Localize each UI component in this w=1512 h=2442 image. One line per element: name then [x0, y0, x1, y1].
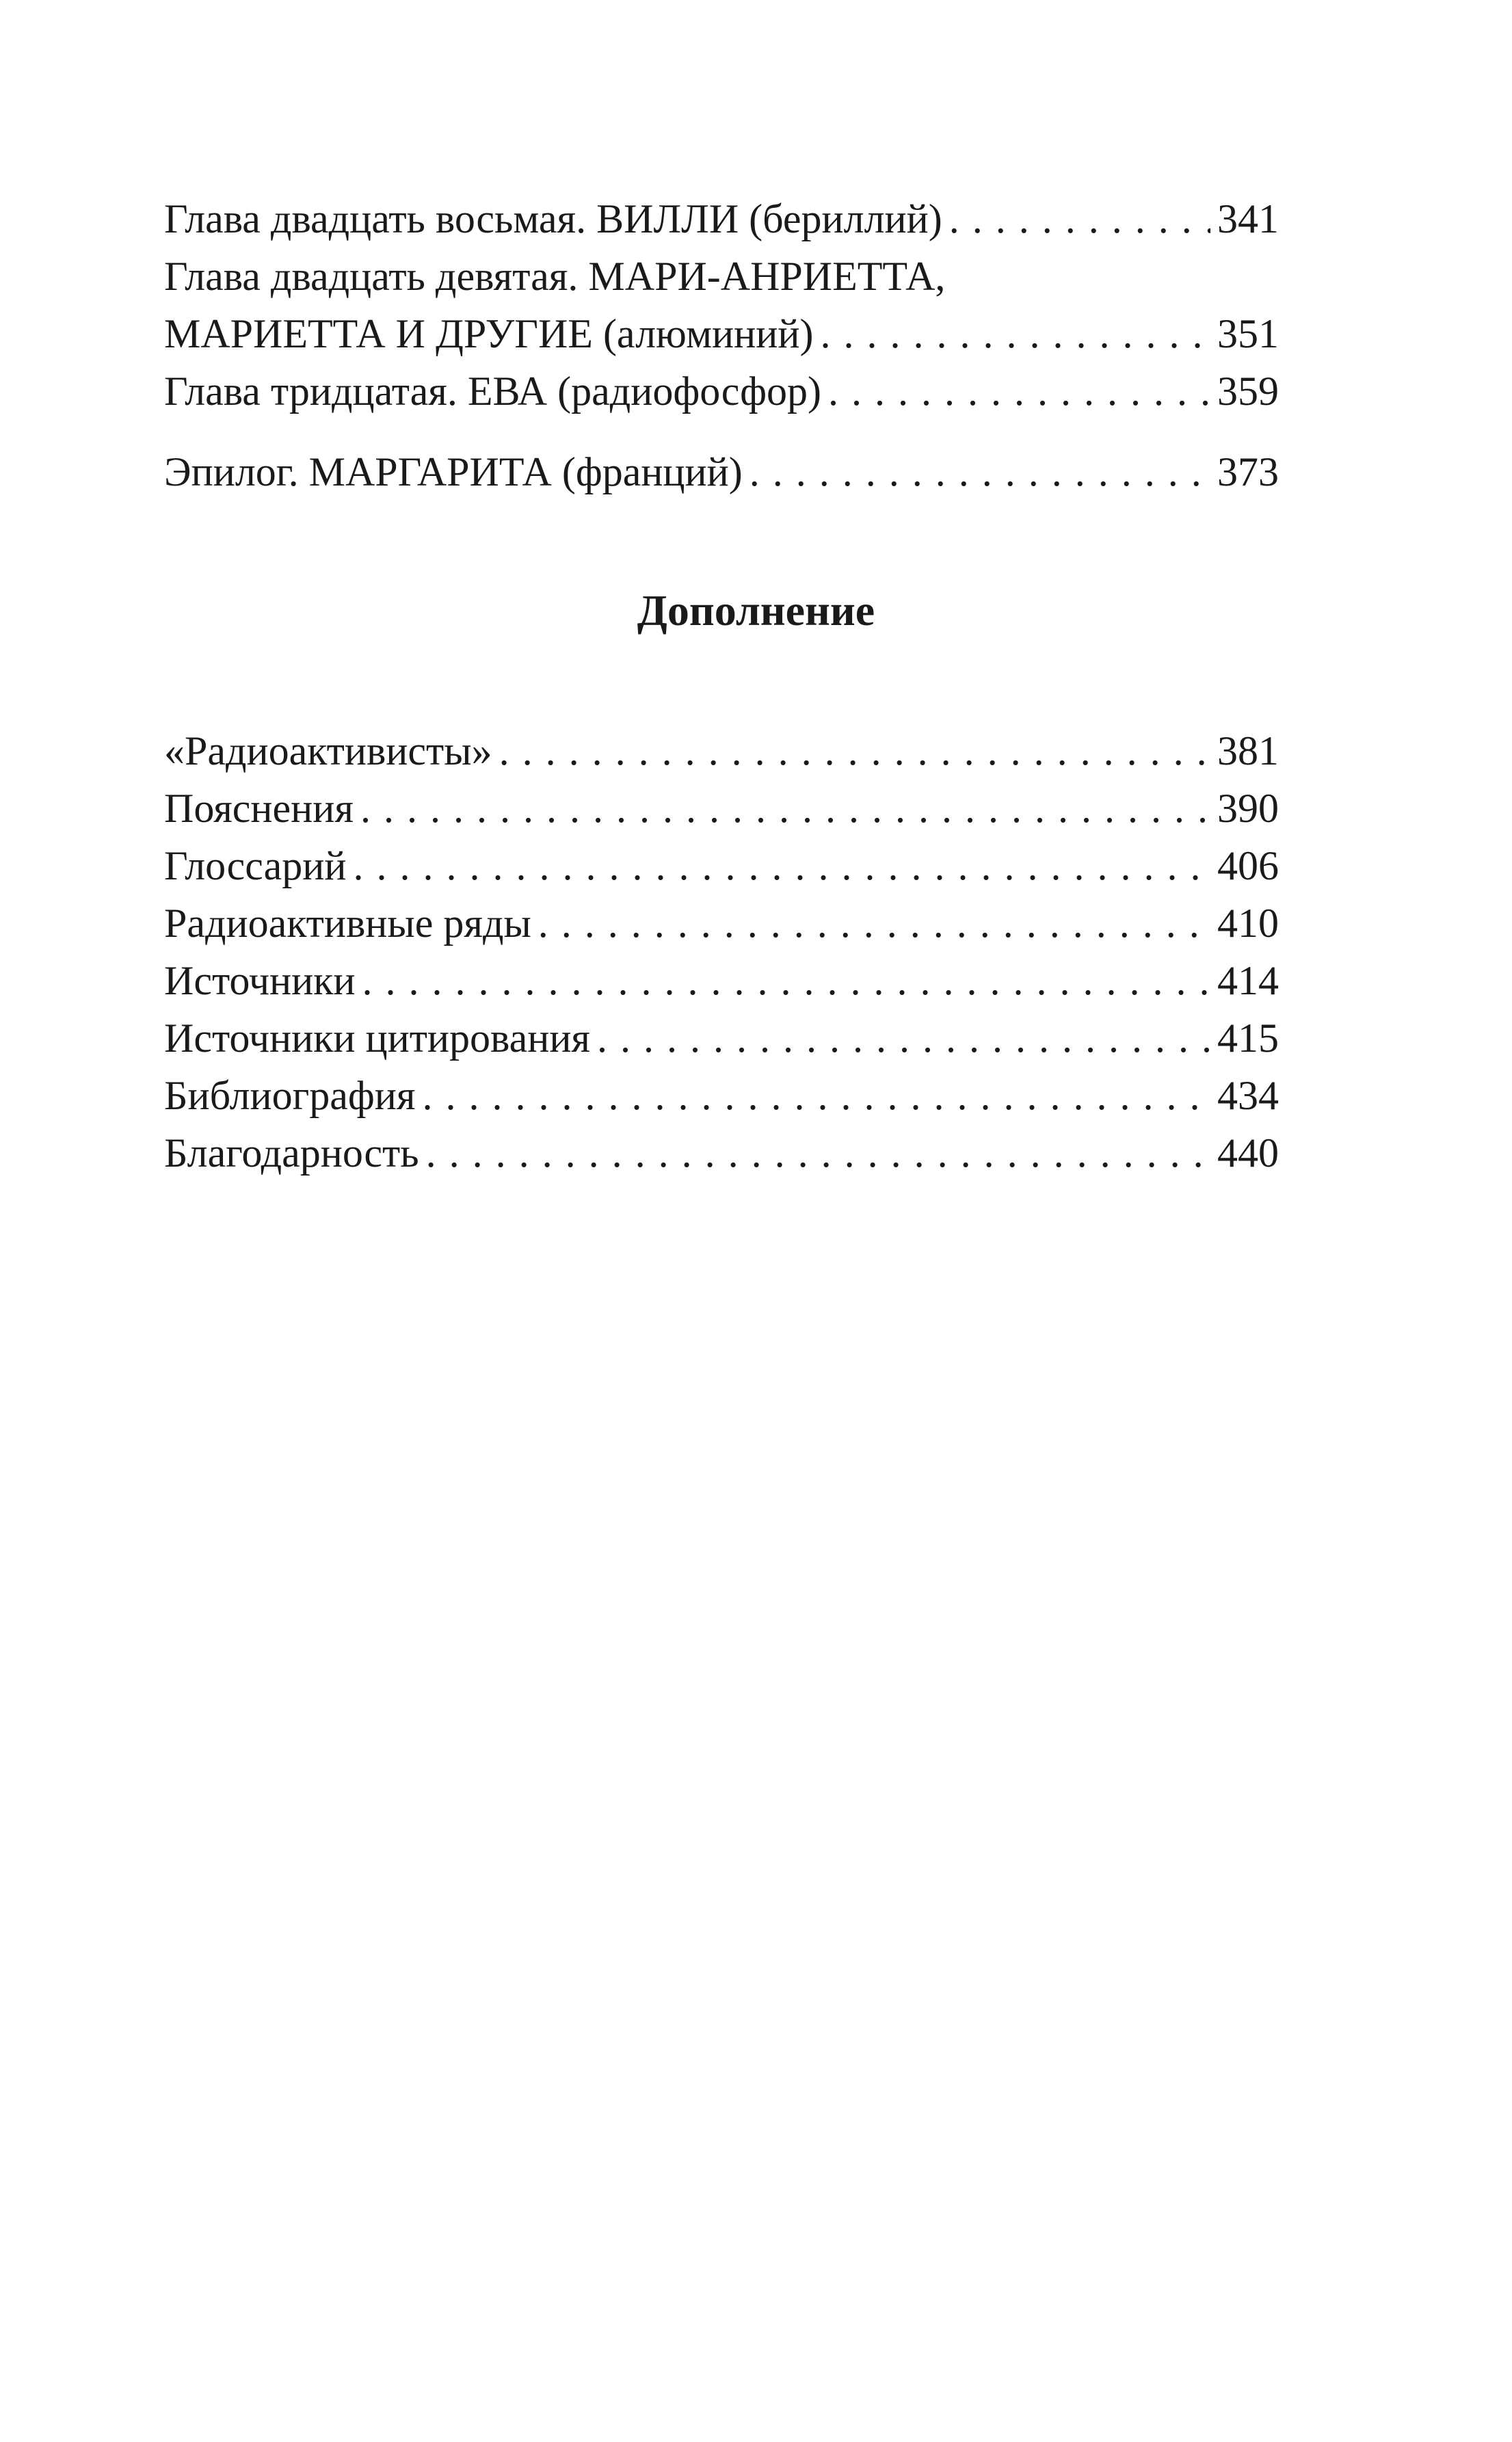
toc-entry-sources[interactable] — [164, 952, 1279, 1009]
appendix-heading: Дополнение — [637, 586, 875, 635]
dot-leader — [750, 443, 1210, 501]
toc-entry-label: МАРИЕТТА И ДРУГИЕ (алюминий) — [164, 311, 814, 356]
toc-entry-chapter-29[interactable] — [164, 248, 1279, 362]
toc-entry-page: 359 — [1217, 369, 1279, 414]
dot-leader — [426, 1124, 1210, 1182]
toc-entry-label: Глоссарий — [164, 843, 347, 888]
chapters-toc — [164, 190, 1279, 420]
toc-entry-decay-series[interactable] — [164, 894, 1279, 952]
toc-entry-page: 440 — [1217, 1130, 1279, 1176]
toc-entry-bibliography[interactable] — [164, 1067, 1279, 1124]
toc-entry-label: Глава тридцатая. ЕВА (радиофосфор) — [164, 369, 821, 414]
toc-entry-page: 406 — [1217, 843, 1279, 888]
dot-leader — [538, 894, 1210, 952]
dot-leader — [499, 722, 1210, 780]
toc-entry-page: 410 — [1217, 901, 1279, 946]
toc-entry-label: «Радиоактивисты» — [164, 728, 492, 773]
dot-leader — [353, 837, 1210, 894]
toc-entry-page: 341 — [1217, 196, 1279, 241]
epilogue-toc — [164, 443, 1279, 501]
toc-entry-radioactivists[interactable] — [164, 722, 1279, 780]
toc-entry-page: 390 — [1217, 786, 1279, 831]
toc-entry-chapter-30[interactable] — [164, 362, 1279, 420]
dot-leader — [820, 305, 1210, 362]
toc-entry-label: Источники цитирования — [164, 1016, 591, 1061]
toc-entry-epilogue[interactable] — [164, 443, 1279, 501]
dot-leader — [828, 362, 1210, 420]
toc-entry-notes[interactable] — [164, 780, 1279, 837]
toc-entry-label: Радиоактивные ряды — [164, 901, 531, 946]
toc-entry-page: 351 — [1217, 311, 1279, 356]
toc-entry-label-line1: Глава двадцать девятая. МАРИ-АНРИЕТТА, — [164, 254, 946, 299]
toc-entry-page: 415 — [1217, 1016, 1279, 1061]
toc-entry-label: Библиография — [164, 1073, 416, 1118]
toc-entry-label: Пояснения — [164, 786, 354, 831]
toc-entry-page: 373 — [1217, 449, 1279, 494]
toc-entry-label: Источники — [164, 958, 356, 1003]
dot-leader — [949, 190, 1210, 248]
dot-leader — [422, 1067, 1210, 1124]
appendix-toc — [164, 722, 1279, 1182]
dot-leader — [360, 780, 1210, 837]
dot-leader — [597, 1009, 1210, 1067]
toc-entry-page: 434 — [1217, 1073, 1279, 1118]
toc-entry-page: 381 — [1217, 728, 1279, 773]
toc-entry-page: 414 — [1217, 958, 1279, 1003]
toc-entry-label: Глава двадцать восьмая. ВИЛЛИ (бериллий) — [164, 196, 942, 241]
toc-entry-acknowledgements[interactable] — [164, 1124, 1279, 1182]
toc-entry-label: Благодарность — [164, 1130, 419, 1176]
dot-leader — [362, 952, 1211, 1009]
toc-entry-label: Эпилог. МАРГАРИТА (франций) — [164, 449, 743, 494]
toc-entry-citation-sources[interactable] — [164, 1009, 1279, 1067]
toc-entry-chapter-28[interactable] — [164, 190, 1279, 248]
toc-entry-glossary[interactable] — [164, 837, 1279, 894]
